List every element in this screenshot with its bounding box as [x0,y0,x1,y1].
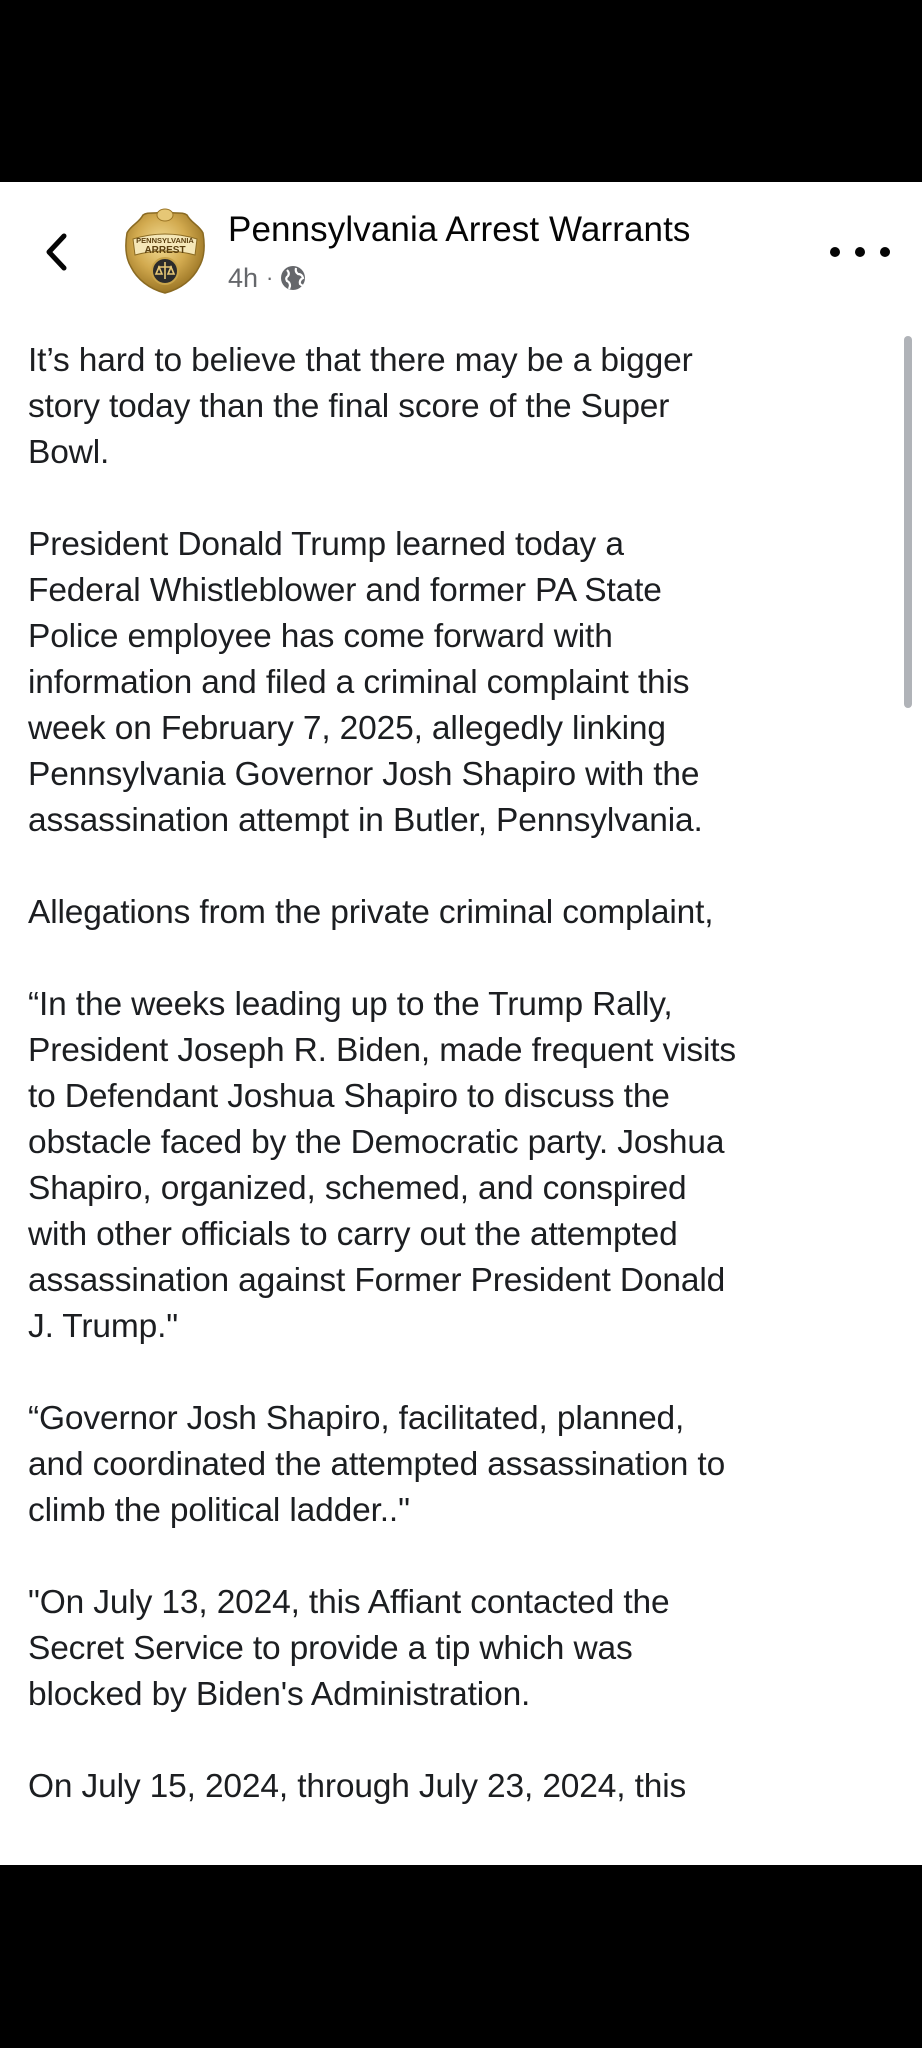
meta-separator: · [266,265,274,290]
post-paragraph: “Governor Josh Shapiro, facilitated, planned, and coordinated the attempted assassination to climb the political ladder.." [28,1400,726,1529]
post-paragraph: “In the weeks leading up to the Trump Rally, President Joseph R. Biden, made frequent visits to Defendant Joshua Shapiro to discuss the obstacle faced by the Democratic party. Joshua Shapiro, organized, schemed, and conspired with other officials to carry out the attempted assassination against Former President Donald J. Trump." [28,986,736,1345]
post-body [28,338,904,1856]
post-header [0,182,922,322]
post-time[interactable]: 4h [228,262,259,293]
globe-icon [279,264,307,292]
bottom-bar-area [0,1865,922,2048]
post-paragraph: Allegations from the private criminal complaint, [28,894,714,931]
page-name[interactable]: Pennsylvania Arrest Warrants [228,210,691,249]
post-paragraph: It’s hard to believe that there may be a bigger story today than the final score of the Super Bowl. [28,342,693,471]
badge-text-top: PENNSYLVANIA [136,236,194,245]
scrollbar[interactable] [904,336,912,708]
chevron-left-icon [43,232,69,272]
badge-text-bottom: ARREST [144,245,186,256]
status-bar-area [0,0,922,182]
more-dot [880,247,890,257]
arrest-badge-logo [119,205,211,297]
more-dot [855,247,865,257]
post-screen [0,182,922,1865]
post-paragraph: President Donald Trump learned today a Federal Whistleblower and former PA State Police employee has come forward with information and filed a criminal complaint this week on February 7, 2025, allegedly linking Pennsylvania Governor Josh Shapiro with the assassination attempt in Butler, Pennsylvania. [28,526,703,839]
back-button[interactable] [28,224,84,280]
page-avatar[interactable] [119,205,211,297]
post-meta [228,260,307,296]
post-paragraph: "On July 13, 2024, this Affiant contacted the Secret Service to provide a tip which was blocked by Biden's Administration. [28,1584,670,1713]
more-horizontal-icon [830,247,840,257]
post-paragraph: On July 15, 2024, through July 23, 2024, this [28,1768,687,1805]
more-options-button[interactable] [830,232,890,272]
